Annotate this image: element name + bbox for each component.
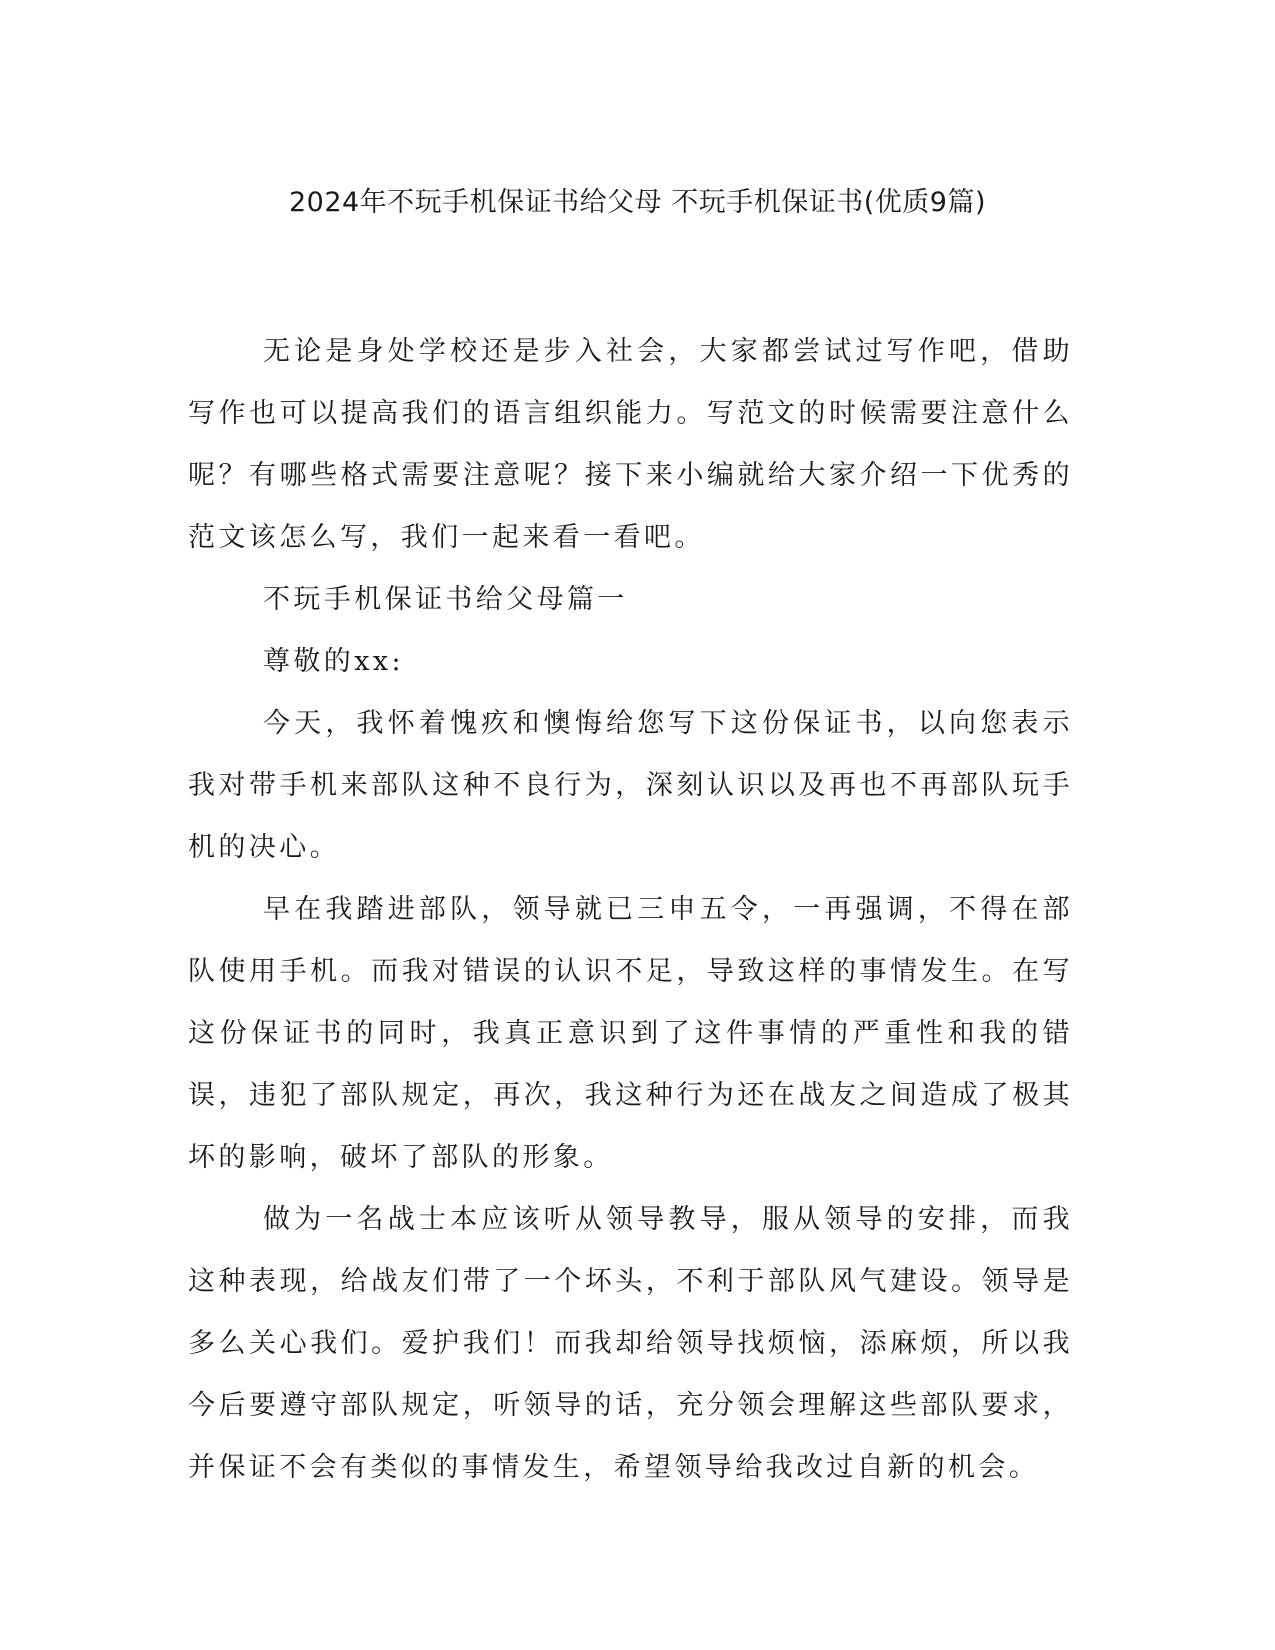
body-paragraph: 做为一名战士本应该听从领导教导，服从领导的安排，而我这种表现，给战友们带了一个坏头，不利于部队风气建设。领导是多么关心我们。爱护我们！而我却给领导找烦恼，添麻烦，所以我今后要遵守部队规定，听领导的话，充分领会理解这些部队要求，并保证不会有类似的事情发生，希望领导给我改过自新的机会。 — [188, 1204, 1073, 1483]
body-paragraph: 早在我踏进部队，领导就已三申五令，一再强调，不得在部队使用手机。而我对错误的认识不足，导致这样的事情发生。在写这份保证书的同时，我真正意识到了这件事情的严重性和我的错误，违犯了部队规定，再次，我这种行为还在战友之间造成了极其坏的影响，破坏了部队的形象。 — [188, 894, 1073, 1173]
document-title: 2024年不玩手机保证书给父母 不玩手机保证书(优质9篇) — [288, 187, 987, 218]
body-paragraph: 今天，我怀着愧疚和懊悔给您写下这份保证书，以向您表示我对带手机来部队这种不良行为，深刻认识以及再也不再部队玩手机的决心。 — [188, 708, 1073, 863]
intro-paragraph: 无论是身处学校还是步入社会，大家都尝试过写作吧，借助写作也可以提高我们的语言组织能力。写范文的时候需要注意什么呢？有哪些格式需要注意呢？接下来小编就给大家介绍一下优秀的范文该怎么写，我们一起来看一看吧。 — [188, 336, 1073, 553]
section-heading: 不玩手机保证书给父母篇一 — [263, 584, 628, 615]
salutation: 尊敬的xx: — [263, 646, 404, 677]
document-body — [188, 321, 1073, 1499]
